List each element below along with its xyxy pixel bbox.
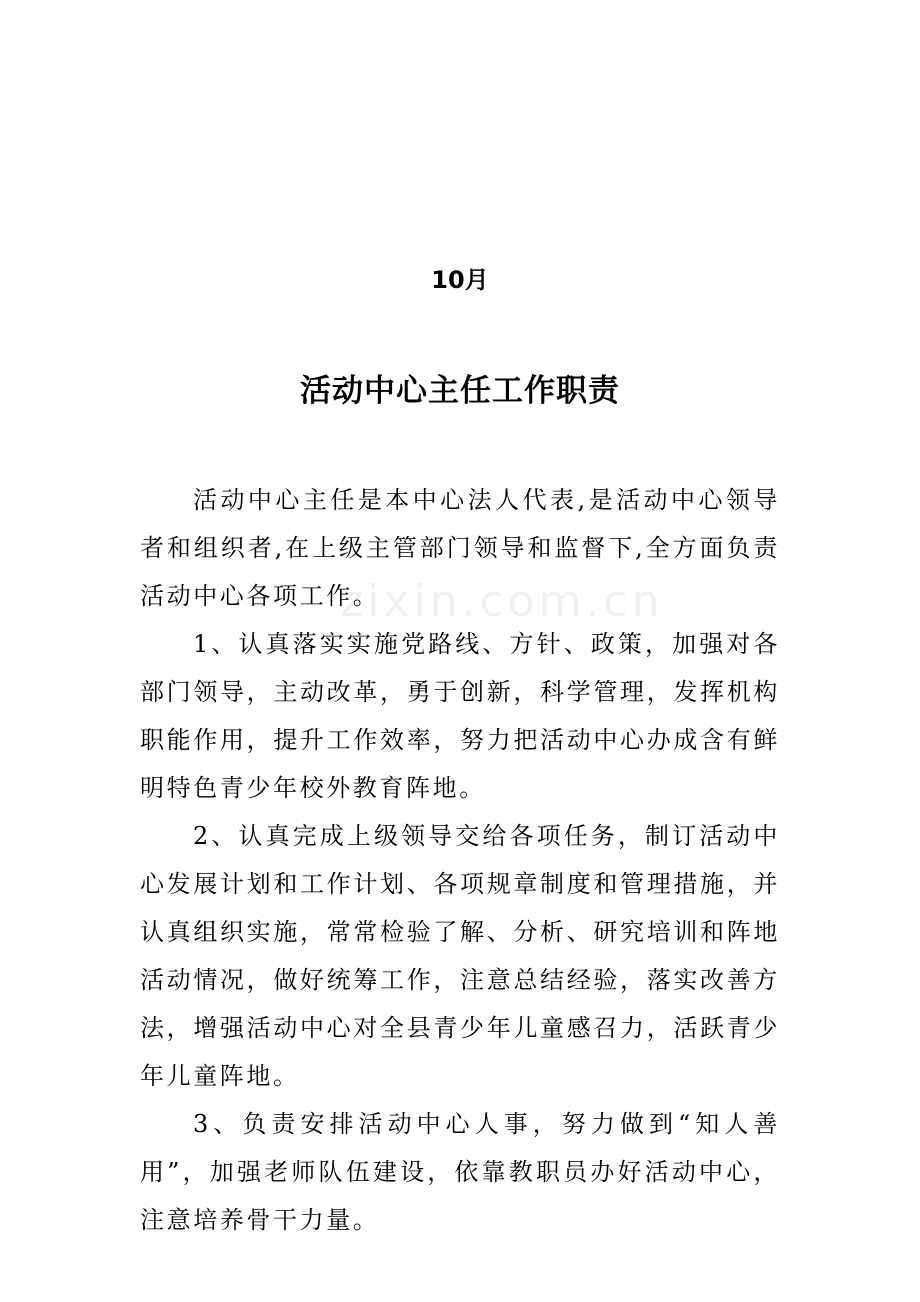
body-paragraph-item-3: 3、负责安排活动中心人事，努力做到“知人善用”，加强老师队伍建设，依靠教职员办好活动中心，注意培养骨干力量。 xyxy=(140,1110,780,1234)
document-title: 活动中心主任工作职责 xyxy=(300,373,620,409)
document-body xyxy=(140,476,780,1244)
date-heading: 10月 xyxy=(431,266,489,294)
watermark: zixin.com.cn xyxy=(340,576,664,627)
body-paragraph-item-2: 2、认真完成上级领导交给各项任务，制订活动中心发展计划和工作计划、各项规章制度和管理措施，并认真组织实施，常常检验了解、分析、研究培训和阵地活动情况，做好统筹工作，注意总结经验，落实改善方法，增强活动中心对全县青少年儿童感召力，活跃青少年儿童阵地。 xyxy=(140,822,780,1090)
body-paragraph-item-1: 1、认真落实实施党路线、方针、政策，加强对各部门领导，主动改革，勇于创新，科学管理，发挥机构职能作用，提升工作效率，努力把活动中心办成含有鲜明特色青少年校外教育阵地。 xyxy=(140,630,780,802)
body-paragraph-intro: 活动中心主任是本中心法人代表,是活动中心领导者和组织者,在上级主管部门领导和监督下,全方面负责活动中心各项工作。 xyxy=(140,486,780,610)
